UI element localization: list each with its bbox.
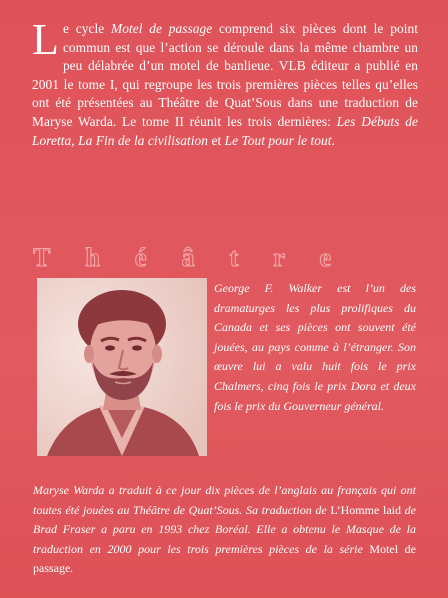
translator-bio-text-2: de Brad Fraser a paru en 1993 chez Boréal. Elle a obtenu le Masque de la traduction en 2000 pour les trois premières pièces de la série	[33, 502, 416, 556]
intro-paragraph	[32, 15, 418, 150]
intro-sep-2: et	[208, 132, 225, 148]
book-title: L’Homme laid	[330, 502, 401, 517]
intro-text-1: e cycle	[62, 21, 111, 36]
intro-text-2: comprend six pièces dont le point commun est que l’action se déroule dans la même chambre un peu délabrée d’un motel de banlieue. VLB éditeur a publié en 2001 le tome I, qui regroupe les trois premières pièces telles qu’elles ont été présentées au Théâtre de Quat’Sous dans une traduction de Maryse Warda. Le tome II réunit les trois dernières:	[32, 21, 418, 129]
translator-bio	[33, 481, 416, 579]
drop-cap: L	[32, 15, 59, 64]
intro-sep-1: ,	[71, 132, 79, 148]
author-photo	[37, 278, 207, 456]
intro-end: .	[331, 132, 335, 148]
series-title-2: Motel de passage	[33, 541, 416, 576]
section-label-text: Théâtre	[33, 244, 331, 270]
series-title: Motel de passage	[111, 21, 213, 36]
play-title-2: La Fin de la civilisation	[78, 132, 209, 148]
translator-bio-text-3: .	[70, 561, 74, 576]
author-bio: George F. Walker est l’un des dramaturges les plus prolifiques du Canada et ses pièces ont souvent été jouées, au pays comme à l’étranger. Son œuvre lui a valu huit fois le prix Chalmers, cinq fois le prix Dora et deux fois le prix du Gouverneur général.	[214, 281, 416, 413]
play-title-1: Les Débuts de Loretta	[32, 113, 418, 148]
play-title-3: Le Tout pour le tout	[224, 132, 332, 148]
section-label	[33, 244, 333, 270]
translator-bio-text-1: Maryse Warda a traduit à ce jour dix pièces de l’anglais au français qui ont toutes été jouées au Théâtre de Quat’Sous. Sa traduction de	[33, 483, 416, 517]
